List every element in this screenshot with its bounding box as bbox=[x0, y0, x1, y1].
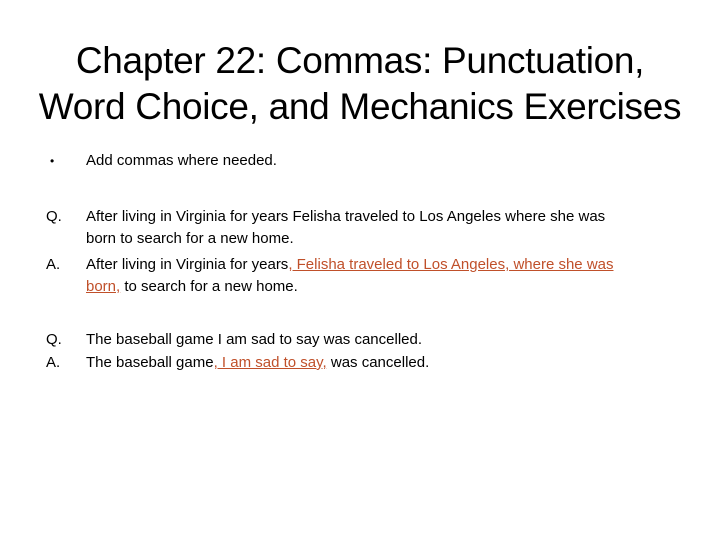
answer-1-marker: A. bbox=[46, 256, 61, 273]
question-1-text bbox=[86, 206, 668, 250]
question-1-marker: Q. bbox=[46, 208, 62, 225]
slide-title bbox=[20, 38, 700, 130]
bullet-marker: • bbox=[50, 154, 55, 168]
question-2-text: The baseball game I am sad to say was cancelled. bbox=[86, 331, 423, 348]
answer-1-text bbox=[86, 254, 668, 298]
answer-1-part-1: After living in Virginia for years bbox=[86, 256, 289, 273]
answer-2-text bbox=[86, 352, 668, 374]
answer-2-highlight: , I am sad to say, bbox=[213, 354, 327, 371]
instruction-text: Add commas where needed. bbox=[86, 152, 277, 169]
answer-1-highlight-1: , Felisha traveled to Los Angeles, where she was bbox=[288, 256, 614, 273]
answer-2-marker: A. bbox=[46, 354, 61, 371]
answer-1-part-4: to search for a new home. bbox=[120, 278, 298, 295]
question-1-line-2: born to search for a new home. bbox=[86, 230, 294, 247]
question-1-line-1: After living in Virginia for years Felisha traveled to Los Angeles where she was bbox=[86, 208, 606, 225]
answer-2-part-1: The baseball game bbox=[86, 354, 214, 371]
question-2-marker: Q. bbox=[46, 331, 62, 348]
title-line-1: Chapter 22: Commas: Punctuation, bbox=[75, 40, 645, 81]
answer-1-highlight-2: born, bbox=[86, 278, 121, 295]
answer-2-part-3: was cancelled. bbox=[326, 354, 430, 371]
title-line-2: Word Choice, and Mechanics Exercises bbox=[38, 86, 682, 127]
